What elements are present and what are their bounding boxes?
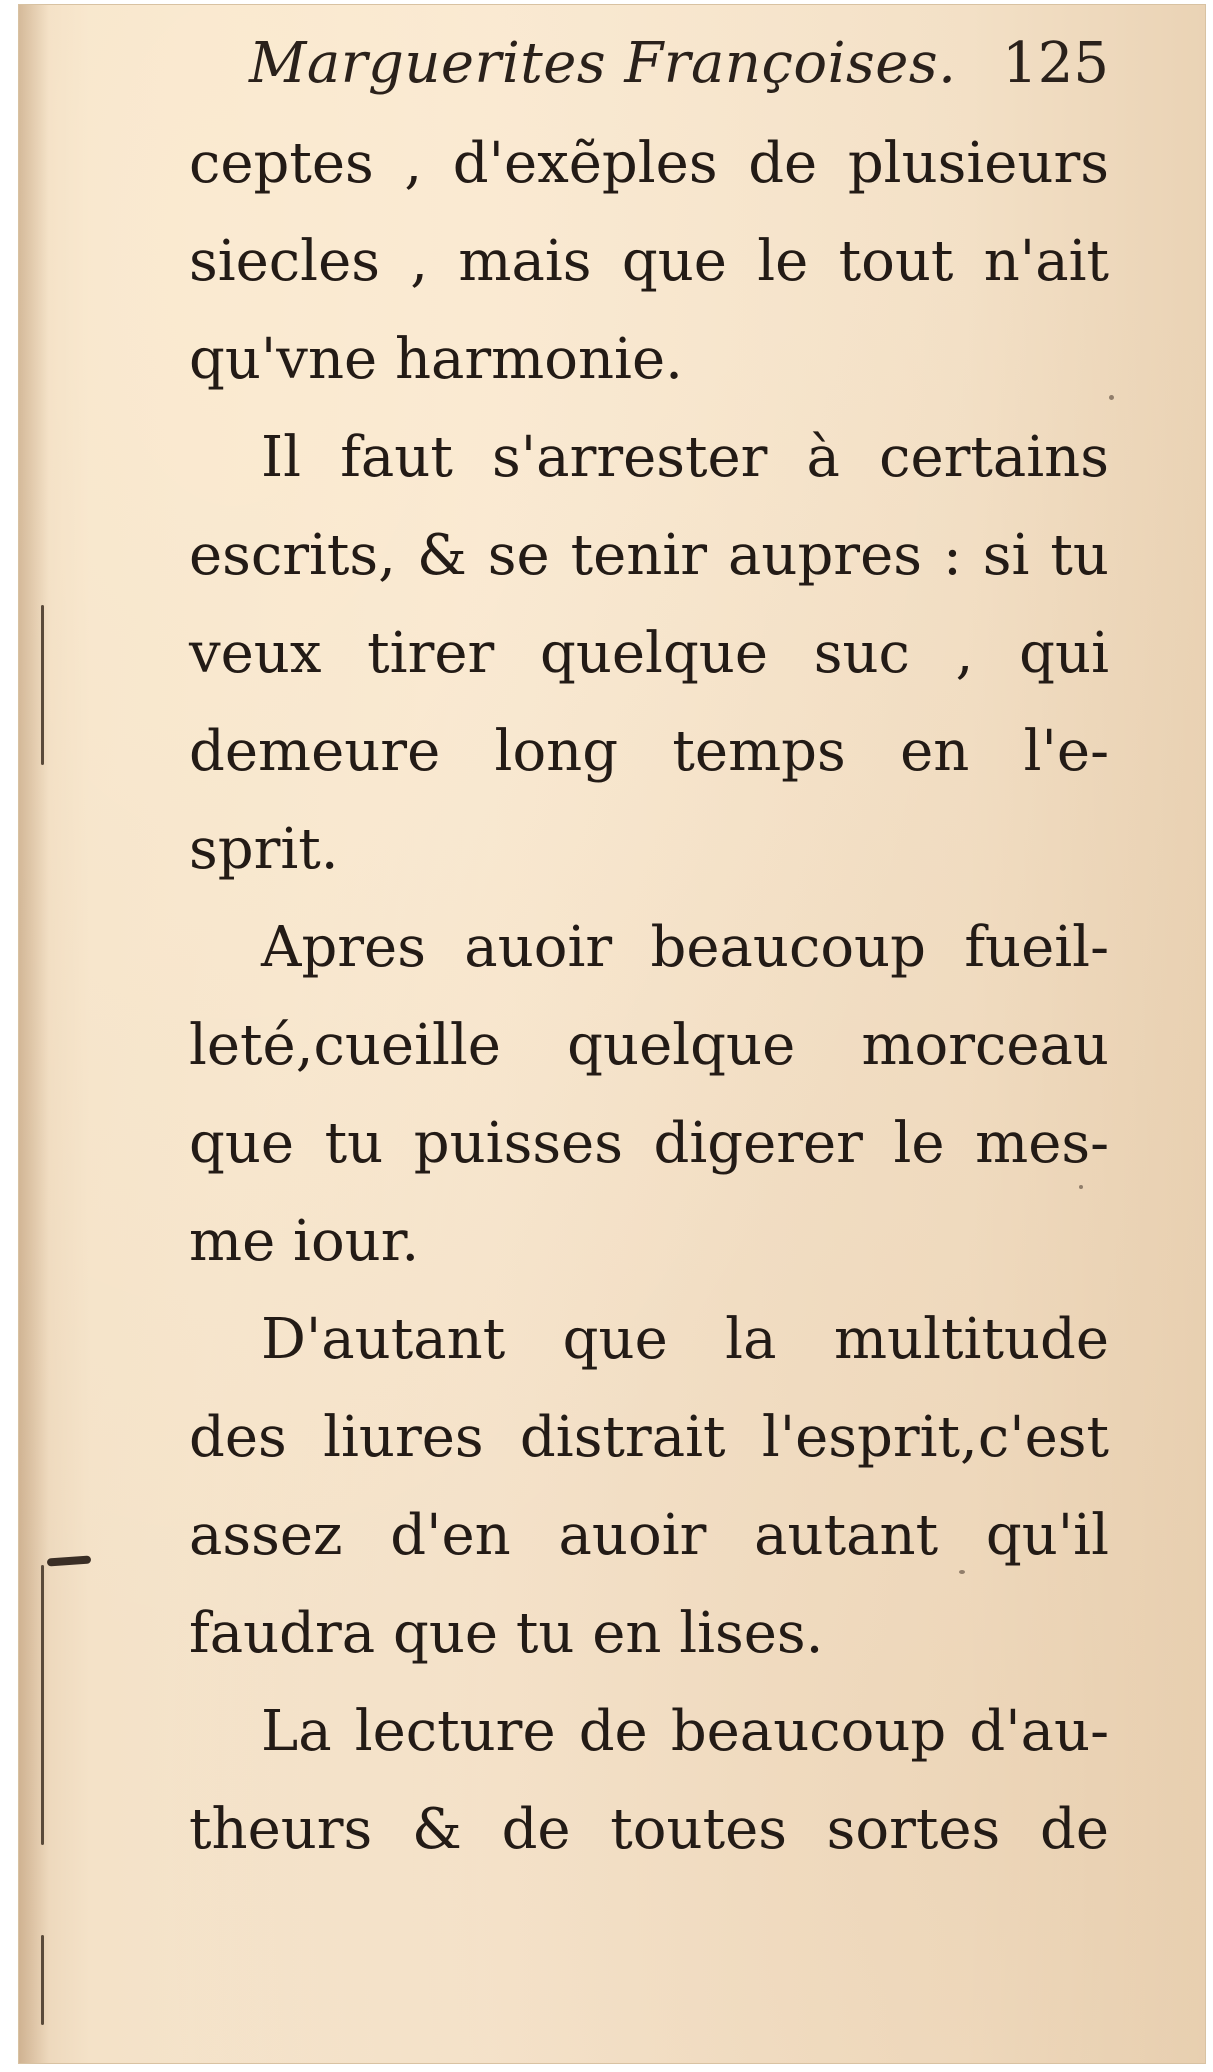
text-line: theurs & de toutes sortes de — [189, 1797, 1109, 1862]
book-page — [18, 4, 1206, 2064]
text-line: escrits, & se tenir aupres : si tu — [189, 523, 1109, 588]
text-line: demeure long temps en l'e- — [189, 719, 1109, 784]
text-line: sprit. — [189, 817, 339, 882]
text-line: D'autant que la multitude — [261, 1307, 1109, 1372]
text-line: assez d'en auoir autant qu'il — [189, 1503, 1109, 1568]
text-line: ceptes , d'exẽples de plusieurs — [189, 131, 1109, 196]
text-line: Il faut s'arrester à certains — [261, 425, 1109, 490]
paper-speck — [1109, 395, 1114, 400]
text-line: veux tirer quelque suc , qui — [189, 621, 1109, 686]
running-title: Marguerites Françoises. — [249, 31, 957, 96]
gutter-mark — [41, 1565, 44, 1845]
text-line: La lecture de beaucoup d'au- — [261, 1699, 1109, 1764]
text-line: leté,cueille quelque morceau — [189, 1013, 1109, 1078]
text-line: que tu puisses digerer le mes- — [189, 1111, 1109, 1176]
text-line: faudra que tu en lises. — [189, 1601, 824, 1666]
gutter-mark — [41, 1935, 44, 2025]
text-line: siecles , mais que le tout n'ait — [189, 229, 1109, 294]
margin-pointer-mark — [47, 1555, 91, 1566]
running-head — [249, 23, 1109, 103]
text-line: me iour. — [189, 1209, 420, 1274]
page-number: 125 — [1002, 31, 1109, 96]
gutter-mark — [41, 605, 44, 765]
text-line: Apres auoir beaucoup fueil- — [261, 915, 1109, 980]
text-line: qu'vne harmonie. — [189, 327, 683, 392]
gutter-shadow — [19, 5, 49, 2063]
text-line: des liures distrait l'esprit,c'est — [189, 1405, 1109, 1470]
body-text — [189, 115, 1109, 1879]
